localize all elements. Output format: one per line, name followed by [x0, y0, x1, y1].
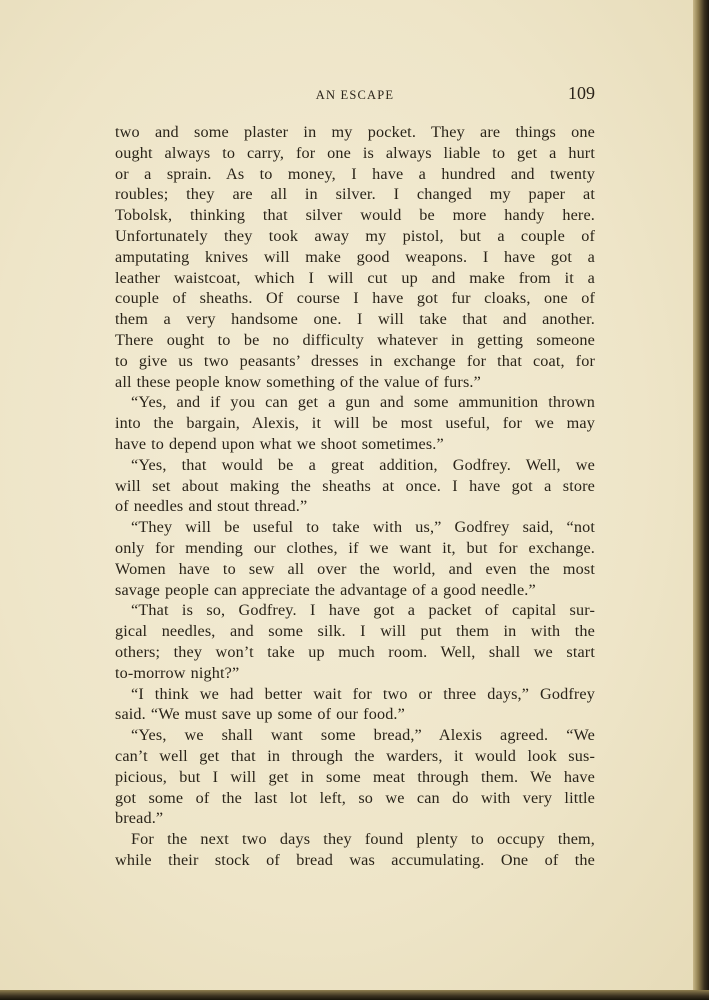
running-title: AN ESCAPE [315, 88, 395, 102]
text-line: others; they won’t take up much room. Well, shall we start [115, 642, 595, 661]
page-bottom-edge [0, 990, 709, 1000]
text-line: “That is so, Godfrey. I have got a packet of capital sur- [131, 601, 595, 620]
text-line: There ought to be no difficulty whatever in getting someone [115, 330, 595, 349]
text-line: Women have to sew all over the world, and even the most [115, 559, 595, 578]
text-line: “They will be useful to take with us,” Godfrey said, “not [131, 518, 595, 537]
text-line: gical needles, and some silk. I will put them in with the [115, 622, 595, 641]
text-line: picious, but I will get in some meat through them. We have [115, 767, 595, 786]
text-line: couple of sheaths. Of course I have got fur cloaks, one of [115, 289, 595, 308]
text-line: to-morrow night?” [115, 663, 240, 682]
text-line: can’t well get that in through the warders, it would look sus- [115, 746, 595, 765]
text-line: have to depend upon what we shoot sometimes.” [115, 434, 444, 453]
text-line: two and some plaster in my pocket. They are things one [115, 123, 595, 141]
text-line: “Yes, and if you can get a gun and some ammunition thrown [131, 393, 595, 412]
text-line: roubles; they are all in silver. I changed my paper at [115, 185, 595, 204]
text-line: amputating knives will make good weapons. I have got a [115, 247, 595, 266]
text-line: “Yes, we shall want some bread,” Alexis agreed. “We [131, 726, 595, 745]
text-line: Tobolsk, thinking that silver would be more handy here. [115, 206, 595, 225]
text-line: only for mending our clothes, if we want it, but for exchange. [115, 538, 595, 557]
text-line: got some of the last lot left, so we can do with very little [115, 788, 595, 807]
text-line: For the next two days they found plenty to occupy them, [131, 830, 595, 849]
text-line: ought always to carry, for one is always liable to get a hurt [115, 143, 595, 162]
page-number: 109 [568, 83, 595, 103]
text-line: while their stock of bread was accumulating. One of the [115, 850, 595, 869]
text-line: into the bargain, Alexis, it will be most useful, for we may [115, 414, 595, 433]
text-line: said. “We must save up some of our food.” [115, 705, 405, 724]
text-line: them a very handsome one. I will take that and another. [115, 310, 595, 329]
text-line: savage people can appreciate the advantage of a good needle.” [115, 580, 536, 599]
text-line: “Yes, that would be a great addition, Godfrey. Well, we [131, 455, 595, 474]
running-head [115, 84, 595, 110]
text-line: leather waistcoat, which I will cut up and make from it a [115, 268, 595, 287]
text-line: “I think we had better wait for two or three days,” Godfrey [131, 684, 595, 703]
text-line: Unfortunately they took away my pistol, but a couple of [115, 226, 595, 245]
text-line: or a sprain. As to money, I have a hundred and twenty [115, 164, 595, 183]
text-line: will set about making the sheaths at once. I have got a store [115, 476, 595, 495]
body-text [115, 122, 595, 871]
text-line: of needles and stout thread.” [115, 497, 308, 516]
book-spine-edge [693, 0, 709, 1000]
text-line: to give us two peasants’ dresses in exchange for that coat, for [115, 351, 595, 370]
text-line: bread.” [115, 809, 164, 828]
text-line: all these people know something of the value of furs.” [115, 372, 481, 391]
